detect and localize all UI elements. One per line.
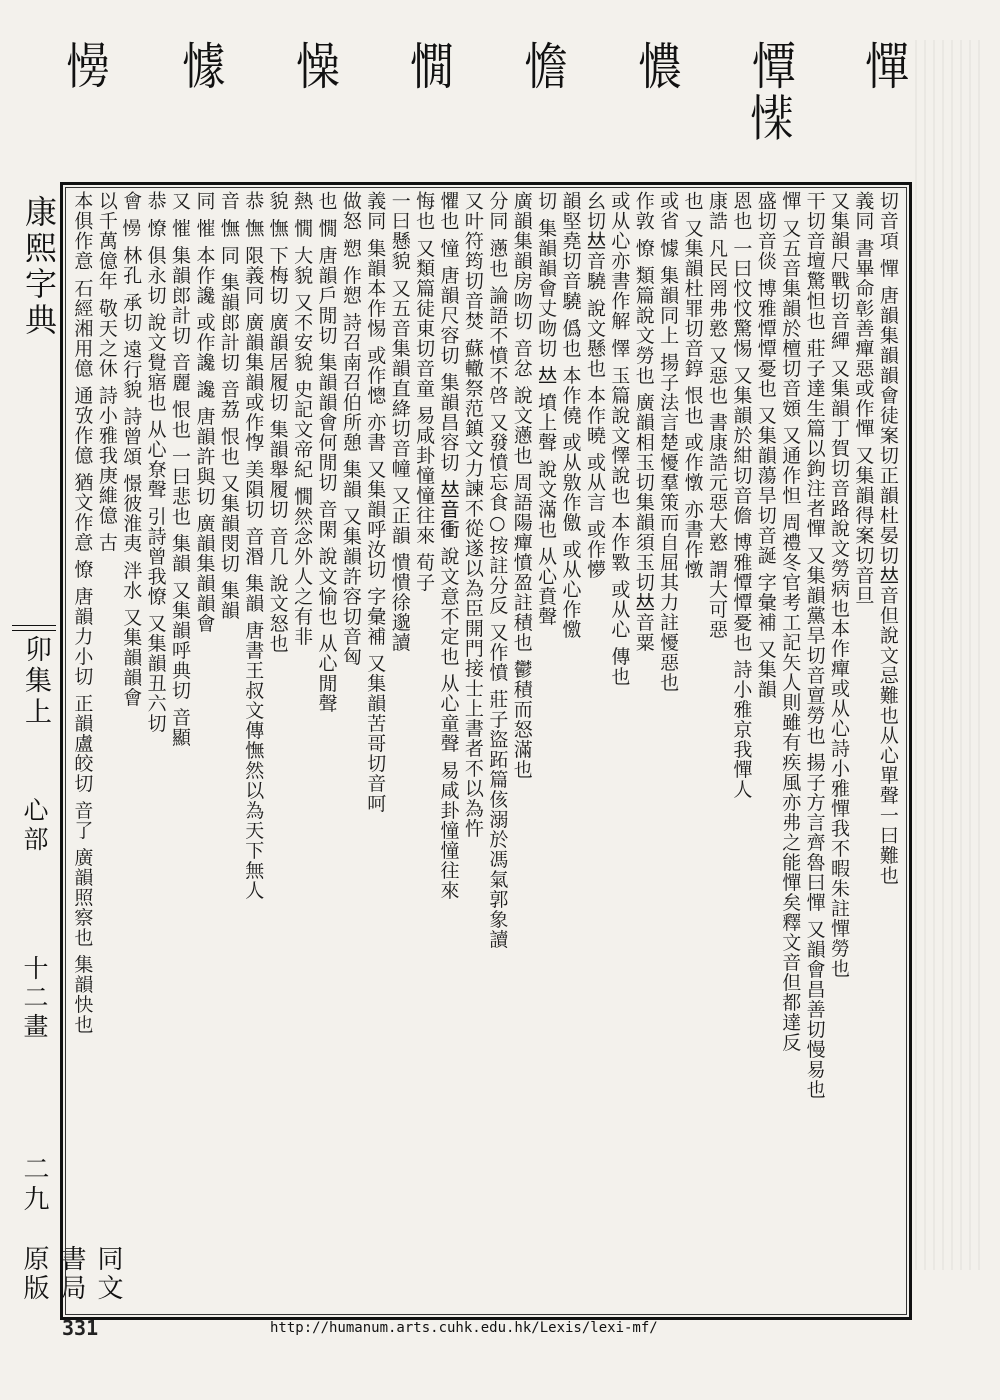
seal-glyph: 憹: [630, 40, 682, 92]
sheet-number: 二九: [19, 1155, 49, 1215]
text-column: 又叶符筠切音焚 蘇轍祭范鎮文力諫不從遂以為臣開門接士上書者不以為忤: [461, 191, 484, 839]
text-column: 切音項 憚 唐韻集韻韻會徒案切正韻杜晏切𠀤音但說文忌難也从心單聲一曰難也: [876, 191, 899, 886]
text-column: 又集韻尺戰切音繟 又集韻丁賀切音路說文勞病也本作癉或从心詩小雅憚我不暇朱註憚勞也: [828, 191, 850, 979]
section-label: 卯集上: [20, 635, 51, 728]
text-column: 也 憪 唐韻戶閒切 集韻韻會何閒切 音閑 說文愉也 从心閒聲: [315, 191, 338, 714]
text-column: 韻堅堯切音驍 僞也 本作僥 或从敫作儌 或从心作憿: [559, 191, 582, 640]
text-column: 憚 又五音集韻於檀切音頞 又通作怛 周禮冬官考工記矢人則雖有疾風亦弗之能憚矣釋文音但都達反: [779, 191, 802, 1053]
text-column: 盛切音倓 博雅憛憛憂也 又集韻蕩旱切音誕 字彙補 又集韻: [754, 191, 777, 700]
text-column: 恭 憮 限義同 廣韻集韻或作惸 美隕切 音湣 集韻 唐書王叔文傳憮然以為天下無人: [242, 191, 265, 901]
text-column: 又 慛 集韻郎計切 音麗 恨也 一曰悲也 集韻 又集韻呼典切 音顯: [169, 191, 192, 748]
title-rule: [12, 625, 56, 631]
text-column: 干切音壇驚怛也 莊子達生篇以鉤注者憚 又集韻黨旱切音亶勞也 揚子方言齊魯曰憚 又韻會昌善切慢易也: [803, 191, 826, 1100]
text-column: 義同 集韻本作惕 或作憁 亦書 又集韻呼汝切 字彙補 又集韻苦哥切音呵: [364, 191, 387, 814]
seal-glyph: 憚: [858, 40, 910, 92]
seal-glyph: 憛𢡅: [744, 40, 796, 144]
text-column: 也 又集韻杜罪切音錞 恨也 或作憞 亦書作憞: [681, 191, 704, 580]
text-column: 切 集韻韻會丈吻切 𠀤 墳上聲 說文滿也 从心賁聲: [535, 191, 558, 627]
text-column: 廣韻集韻房吻切 音忿 說文懣也 周語陽癉憤盈註積也 鬱積而怒滿也: [510, 191, 533, 780]
text-column: 同 慛 本作讒 或作讒 讒 唐韻許與切 廣韻集韻韻會: [193, 191, 216, 634]
text-columns: [71, 191, 901, 1311]
text-column: 做怒 愬 作愬 詩召南召伯所憩 集韻 又集韻許容切音匈: [339, 191, 362, 667]
text-column: 作敦 憭 類篇說文勞也 廣韻相玉切集韻須玉切𠀤音粟: [632, 191, 655, 653]
text-column: 一曰懸貌 又五音集韻直絳切音幢 又正韻 憒憒徐邈讀: [388, 191, 411, 653]
seal-glyph: 憺: [516, 40, 568, 92]
text-column: 悔也 又類篇徒東切音童 易咸卦憧憧往來 荀子: [413, 191, 436, 593]
text-column: 義同 書畢命彰善癉惡或作憚 又集韻得案切音旦: [852, 191, 875, 606]
text-column: 本俱作意 石經湘用億 通攷作億 猶文作意 憭 唐韻力小切 正韻盧皎切 音了 廣韻照察也 集韻快也: [71, 191, 94, 1035]
source-url-link[interactable]: http://humanum.arts.cuhk.edu.hk/Lexis/lexi-mf/: [270, 1320, 658, 1336]
text-column: 康誥 凡民罔弗憝 又惡也 書康誥元惡大憝 謂大可惡: [705, 191, 728, 640]
text-column: 會 𢢔 林孔 承切 遠行貌 詩曾頌 憬彼淮夷 泮水 又集韻韻會: [120, 191, 143, 708]
radical-label: 心部: [20, 797, 49, 855]
text-column: 恩也 一曰忟忟驚惕 又集韻於紺切音儋 博雅憛憛憂也 詩小雅京我憚人: [730, 191, 753, 800]
seal-glyph: 懆: [288, 40, 340, 92]
text-column: 幺切𠀤音驍 說文懸也 本作曉 或从言 或作懜: [583, 191, 606, 580]
page-number: 331: [62, 1316, 99, 1340]
text-frame: [60, 182, 912, 1320]
text-column: 或省 懅 集韻同上 揚子法言楚懮羣策而自屈其力註懮惡也: [657, 191, 680, 693]
book-title: 康熙字典: [20, 195, 58, 339]
bleed-through-margin: [915, 40, 985, 1270]
seal-script-header: [60, 40, 910, 180]
text-column: 音 憮 同 集韻郎計切 音荔 恨也 又集韻閔切 集韻: [217, 191, 240, 621]
seal-glyph: 憪: [402, 40, 454, 92]
text-column: 懼也 憧 唐韻尺容切 集韻昌容切 𠀤音衝 說文意不定也 从心童聲 易咸卦憧憧往來: [437, 191, 460, 901]
text-column: 或从心亦書作解 懌 玉篇說文懌說也 本作斁 或从心 傳也: [608, 191, 631, 687]
stroke-count-label: 十二畫: [20, 955, 49, 1042]
seal-glyph: 𢢔: [60, 40, 112, 92]
seal-glyph: 懅: [174, 40, 226, 92]
publisher-label: 同文書局原版: [19, 1245, 123, 1303]
text-column: 貌 憮 下梅切 廣韻居履切 集韻舉履切 音几 說文怒也: [266, 191, 289, 654]
text-column: 以千萬億年 敬天之休 詩小雅我庚維億 古: [95, 191, 118, 553]
text-column: 熱 憪 大貌 又不安貌 史記文帝紀 憪然念外人之有非: [291, 191, 314, 647]
text-column: 分同 懣也 論語不憤不啓 又發憤忘食○按註分反 又作憤 莊子盜跖篇侅溺於馮氣郭象讀: [486, 191, 509, 950]
text-column: 恭 憭 俱永切 說文覺寤也 从心尞聲 引詩曾我憭 又集韻丑六切: [144, 191, 167, 734]
